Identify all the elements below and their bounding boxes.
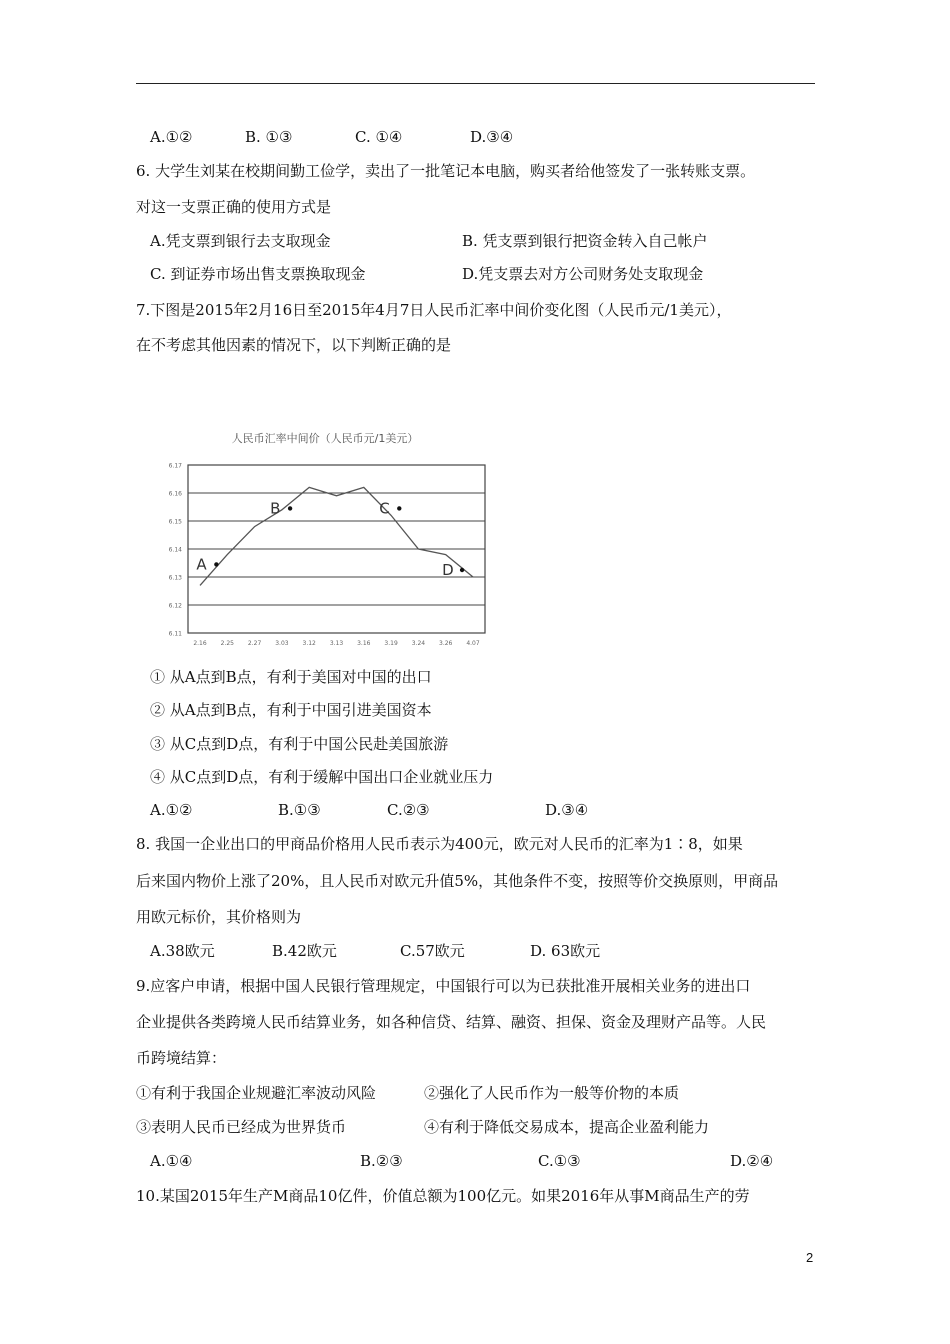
y-tick-label: 6.13 xyxy=(168,574,182,582)
q6-stem-line2: 对这一支票正确的使用方式是 xyxy=(136,198,332,216)
q9-options xyxy=(150,1151,810,1171)
x-tick-label: 3.16 xyxy=(357,640,371,647)
q9-option-a[interactable]: A.①④ xyxy=(150,1152,193,1170)
q6-stem-line1: 6. 大学生刘某在校期间勤工俭学，卖出了一批笔记本电脑，购买者给他签发了一张转账支票。 xyxy=(136,162,756,180)
point-d-label: D xyxy=(442,561,454,579)
q8-stem-line3: 用欧元标价，其价格则为 xyxy=(136,908,302,926)
point-a-label: A xyxy=(196,555,207,574)
q7-statement-1: ① 从A点到B点，有利于美国对中国的出口 xyxy=(150,668,432,686)
y-tick-label: 6.14 xyxy=(168,546,182,554)
q7-stem-line2: 在不考虑其他因素的情况下，以下判断正确的是 xyxy=(136,336,452,354)
q8-option-c[interactable]: C.57欧元 xyxy=(400,942,465,960)
q7-option-a[interactable]: A.①② xyxy=(150,801,193,819)
q9-option-b[interactable]: B.②③ xyxy=(360,1152,403,1170)
q9-statement-4: ④有利于降低交易成本，提高企业盈利能力 xyxy=(424,1118,710,1136)
q9-stem-line3: 币跨境结算： xyxy=(136,1049,227,1067)
q7-stem-line1: 7.下图是2015年2月16日至2015年4月7日人民币汇率中间价变化图（人民币元/1美元）， xyxy=(136,301,732,319)
chart-title: 人民币汇率中间价（人民币元/1美元） xyxy=(231,432,419,445)
q7-options xyxy=(150,800,750,820)
x-tick-label: 2.25 xyxy=(220,640,234,647)
q9-stem-line1: 9.应客户申请，根据中国人民银行管理规定，中国银行可以为已获批准开展相关业务的进出口 xyxy=(136,977,751,995)
q8-stem-line2: 后来国内物价上涨了20%，且人民币对欧元升值5%，其他条件不变，按照等价交换原则，甲商品 xyxy=(136,872,779,890)
q10-stem-line1: 10.某国2015年生产M商品10亿件，价值总额为100亿元。如果2016年从事M商品生产的劳 xyxy=(136,1187,750,1205)
q7-statement-4: ④ 从C点到D点，有利于缓解中国出口企业就业压力 xyxy=(150,768,494,786)
q9-stem-line2: 企业提供各类跨境人民币结算业务，如各种信贷、结算、融资、担保、资金及理财产品等。人民 xyxy=(136,1013,767,1031)
q5-option-b[interactable]: B. ①③ xyxy=(245,128,293,146)
q7-option-d[interactable]: D.③④ xyxy=(545,801,589,819)
q8-stem-line1: 8. 我国一企业出口的甲商品价格用人民币表示为400元，欧元对人民币的汇率为1∶8，如果 xyxy=(136,835,743,853)
point-d-marker xyxy=(460,568,464,572)
x-tick-label: 3.13 xyxy=(329,640,344,647)
q7-statement-2: ② 从A点到B点，有利于中国引进美国资本 xyxy=(150,701,432,719)
y-tick-label: 6.11 xyxy=(168,630,182,638)
q9-statement-2: ②强化了人民币作为一般等价物的本质 xyxy=(424,1084,680,1102)
header-rule xyxy=(136,83,815,84)
q7-option-c[interactable]: C.②③ xyxy=(387,801,430,819)
q8-option-a[interactable]: A.38欧元 xyxy=(150,942,215,960)
chart-series-line xyxy=(200,487,473,585)
q5-option-a[interactable]: A.①② xyxy=(150,128,193,146)
point-c-label: C xyxy=(379,499,390,518)
chart-x-ticks xyxy=(193,640,480,647)
q9-option-d[interactable]: D.②④ xyxy=(730,1152,774,1170)
chart-y-ticks xyxy=(169,463,183,638)
q6-option-a[interactable]: A.凭支票到银行去支取现金 xyxy=(150,232,331,250)
exchange-rate-chart xyxy=(150,420,500,650)
q5-option-c[interactable]: C. ①④ xyxy=(355,128,403,146)
q6-option-c[interactable]: C. 到证券市场出售支票换取现金 xyxy=(150,265,366,283)
q8-options xyxy=(150,941,750,961)
point-b-label: B xyxy=(270,499,281,518)
x-tick-label: 3.19 xyxy=(384,640,398,647)
y-tick-label: 6.16 xyxy=(168,490,182,498)
q5-options xyxy=(150,127,750,147)
x-tick-label: 2.27 xyxy=(247,640,262,647)
point-a-marker xyxy=(214,562,218,566)
x-tick-label: 3.03 xyxy=(275,640,289,647)
page-number: 2 xyxy=(806,1250,814,1265)
x-tick-label: 3.24 xyxy=(411,640,426,647)
q7-statement-3: ③ 从C点到D点，有利于中国公民赴美国旅游 xyxy=(150,735,449,753)
q6-option-d[interactable]: D.凭支票去对方公司财务处支取现金 xyxy=(462,265,704,283)
point-c-marker xyxy=(397,506,401,510)
y-tick-label: 6.12 xyxy=(168,602,182,610)
q8-option-b[interactable]: B.42欧元 xyxy=(272,942,337,960)
q9-statement-3: ③表明人民币已经成为世界货币 xyxy=(136,1118,347,1136)
q6-option-b[interactable]: B. 凭支票到银行把资金转入自己帐户 xyxy=(462,232,708,250)
q9-statement-1: ①有利于我国企业规避汇率波动风险 xyxy=(136,1084,377,1102)
point-b-marker xyxy=(288,506,292,510)
y-tick-label: 6.15 xyxy=(168,518,182,526)
y-tick-label: 6.17 xyxy=(168,462,182,470)
x-tick-label: 2.16 xyxy=(193,640,207,647)
q5-option-d[interactable]: D.③④ xyxy=(470,128,514,146)
q9-option-c[interactable]: C.①③ xyxy=(538,1152,581,1170)
q8-option-d[interactable]: D. 63欧元 xyxy=(530,942,601,960)
q7-option-b[interactable]: B.①③ xyxy=(278,801,321,819)
x-tick-label: 4.07 xyxy=(466,640,480,647)
chart-point-markers xyxy=(196,499,464,579)
x-tick-label: 3.26 xyxy=(439,640,453,647)
x-tick-label: 3.12 xyxy=(302,640,316,647)
